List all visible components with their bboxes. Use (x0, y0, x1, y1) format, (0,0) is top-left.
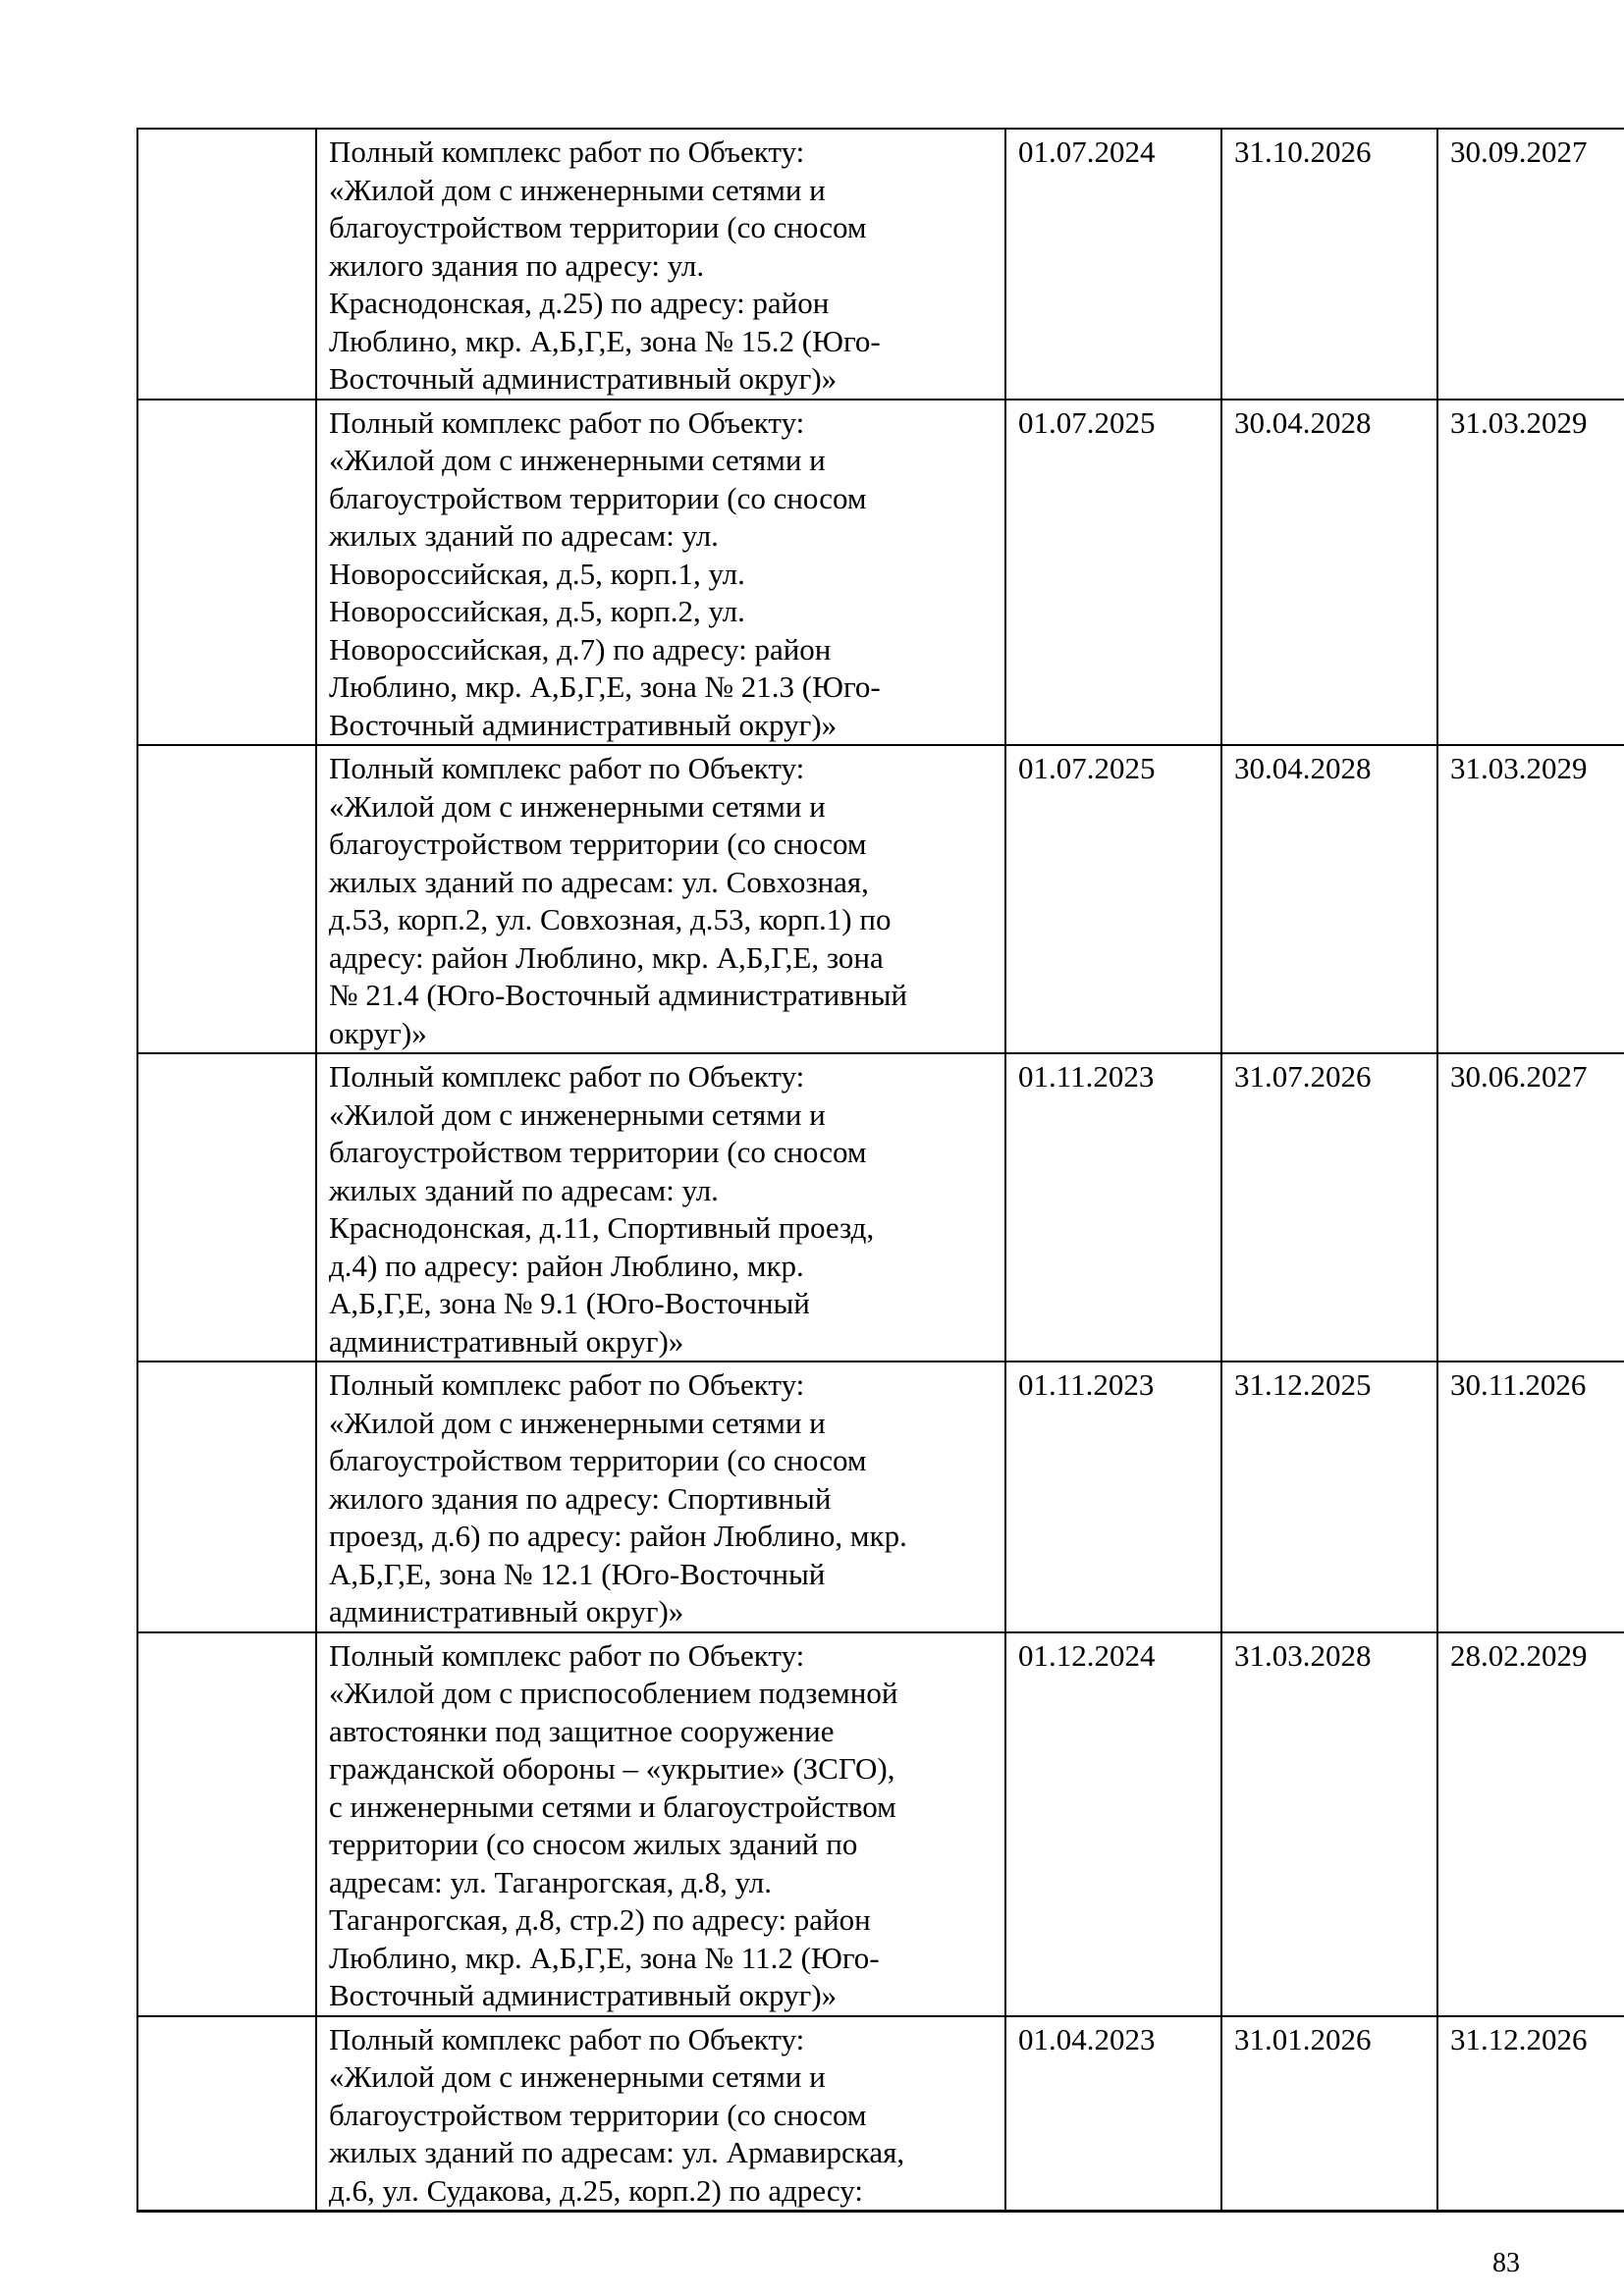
description-line: Восточный административный округ)» (329, 1978, 838, 2012)
start-date-cell: 01.11.2023 (1005, 1053, 1221, 1362)
table-row (137, 1632, 1624, 2016)
row-number-cell (137, 2016, 316, 2212)
description-line: д.4) по адресу: район Люблино, мкр. (329, 1248, 804, 1283)
description-line: Люблино, мкр. А,Б,Г,Е, зона № 21.3 (Юго- (329, 669, 881, 704)
description-line: благоустройством территории (со сносом (329, 480, 867, 515)
description-line: жилого здания по адресу: Спортивный (329, 1480, 832, 1516)
description-line: Восточный административный округ)» (329, 707, 838, 742)
end-date-cell: 31.07.2026 (1221, 1053, 1437, 1362)
start-date-cell: 01.11.2023 (1005, 1362, 1221, 1632)
work-description-cell (316, 2016, 1005, 2212)
description-line: административный округ)» (329, 1323, 684, 1359)
description-line: А,Б,Г,Е, зона № 12.1 (Юго-Восточный (329, 1556, 826, 1591)
description-line: Краснодонская, д.11, Спортивный проезд, (329, 1210, 875, 1245)
row-number-cell (137, 1362, 316, 1632)
description-line: благоустройством территории (со сносом (329, 210, 867, 244)
completion-date-cell: 31.03.2029 (1437, 400, 1624, 746)
description-line: д.6, ул. Судакова, д.25, корп.2) по адресу: (329, 2172, 863, 2208)
description-line: «Жилой дом с инженерными сетями и (329, 172, 826, 207)
description-line: Полный комплекс работ по Объекту: (329, 404, 805, 440)
table-row (137, 745, 1624, 1053)
description-line: Таганрогская, д.8, стр.2) по адресу: район (329, 1902, 871, 1937)
description-line: Люблино, мкр. А,Б,Г,Е, зона № 11.2 (Юго- (329, 1940, 880, 1975)
description-line: Полный комплекс работ по Объекту: (329, 134, 805, 169)
table-row (137, 1053, 1624, 1362)
description-line: Краснодонская, д.25) по адресу: район (329, 286, 830, 320)
start-date-cell: 01.07.2025 (1005, 400, 1221, 746)
row-number-cell (137, 745, 316, 1053)
start-date-cell: 01.07.2025 (1005, 745, 1221, 1053)
start-date-cell: 01.12.2024 (1005, 1632, 1221, 2016)
page-number: 83 (1492, 2248, 1520, 2278)
end-date-cell: 30.04.2028 (1221, 400, 1437, 746)
description-line: Новороссийская, д.5, корп.2, ул. (329, 594, 745, 628)
description-line: «Жилой дом с инженерными сетями и (329, 788, 826, 824)
works-schedule-table (136, 128, 1624, 2213)
description-line: благоустройством территории (со сносом (329, 2097, 867, 2132)
description-line: округ)» (329, 1015, 427, 1050)
description-line: «Жилой дом с инженерными сетями и (329, 443, 826, 477)
table-row (137, 129, 1624, 400)
description-line: жилых зданий по адресам: ул. (329, 518, 719, 553)
description-line: жилых зданий по адресам: ул. Армавирская, (329, 2135, 905, 2169)
row-number-cell (137, 1632, 316, 2016)
description-line: Полный комплекс работ по Объекту: (329, 1059, 805, 1094)
work-description-cell (316, 1053, 1005, 1362)
end-date-cell: 31.03.2028 (1221, 1632, 1437, 2016)
description-line: автостоянки под защитное сооружение (329, 1713, 835, 1748)
description-line: гражданской обороны – «укрытие» (ЗСГО), (329, 1751, 895, 1786)
end-date-cell: 31.01.2026 (1221, 2016, 1437, 2212)
description-line: с инженерными сетями и благоустройством (329, 1789, 896, 1824)
start-date-cell: 01.07.2024 (1005, 129, 1221, 400)
description-line: благоустройством территории (со сносом (329, 827, 867, 861)
completion-date-cell: 30.09.2027 (1437, 129, 1624, 400)
description-line: Полный комплекс работ по Объекту: (329, 1367, 805, 1402)
description-line: Люблино, мкр. А,Б,Г,Е, зона № 15.2 (Юго- (329, 323, 881, 358)
completion-date-cell: 30.06.2027 (1437, 1053, 1624, 1362)
description-line: благоустройством территории (со сносом (329, 1443, 867, 1477)
description-line: жилых зданий по адресам: ул. (329, 1172, 719, 1207)
description-line: благоустройством территории (со сносом (329, 1135, 867, 1169)
work-description-cell (316, 129, 1005, 400)
row-number-cell (137, 129, 316, 400)
description-line: Полный комплекс работ по Объекту: (329, 751, 805, 785)
row-number-cell (137, 400, 316, 746)
description-line: № 21.4 (Юго-Восточный административный (329, 978, 908, 1012)
end-date-cell: 31.12.2025 (1221, 1362, 1437, 1632)
work-description-cell (316, 745, 1005, 1053)
description-line: адресу: район Люблино, мкр. А,Б,Г,Е, зона (329, 939, 884, 975)
work-description-cell (316, 400, 1005, 746)
description-line: Полный комплекс работ по Объекту: (329, 1637, 805, 1673)
completion-date-cell: 31.03.2029 (1437, 745, 1624, 1053)
work-description-cell (316, 1632, 1005, 2016)
description-line: «Жилой дом с приспособлением подземной (329, 1676, 898, 1710)
completion-date-cell: 28.02.2029 (1437, 1632, 1624, 2016)
description-line: жилых зданий по адресам: ул. Совхозная, (329, 864, 869, 899)
completion-date-cell: 31.12.2026 (1437, 2016, 1624, 2212)
table-body (137, 129, 1624, 2212)
description-line: Полный комплекс работ по Объекту: (329, 2021, 805, 2056)
description-line: проезд, д.6) по адресу: район Люблино, мкр. (329, 1519, 907, 1553)
table-row (137, 400, 1624, 746)
description-line: д.53, корп.2, ул. Совхозная, д.53, корп.1) по (329, 902, 892, 936)
completion-date-cell: 30.11.2026 (1437, 1362, 1624, 1632)
start-date-cell: 01.04.2023 (1005, 2016, 1221, 2212)
description-line: жилого здания по адресу: ул. (329, 247, 705, 283)
description-line: «Жилой дом с инженерными сетями и (329, 2059, 826, 2094)
row-number-cell (137, 1053, 316, 1362)
work-description-cell (316, 1362, 1005, 1632)
description-line: Новороссийская, д.7) по адресу: район (329, 631, 832, 667)
description-line: административный округ)» (329, 1594, 684, 1629)
description-line: «Жилой дом с инженерными сетями и (329, 1096, 826, 1132)
description-line: территории (со сносом жилых зданий по (329, 1827, 858, 1861)
description-line: А,Б,Г,Е, зона № 9.1 (Юго-Восточный (329, 1286, 810, 1320)
end-date-cell: 30.04.2028 (1221, 745, 1437, 1053)
table-row (137, 1362, 1624, 1632)
end-date-cell: 31.10.2026 (1221, 129, 1437, 400)
description-line: Новороссийская, д.5, корп.1, ул. (329, 556, 745, 591)
description-line: адресам: ул. Таганрогская, д.8, ул. (329, 1864, 772, 1899)
table-row (137, 2016, 1624, 2212)
description-line: Восточный административный округ)» (329, 361, 838, 396)
description-line: «Жилой дом с инженерными сетями и (329, 1405, 826, 1440)
